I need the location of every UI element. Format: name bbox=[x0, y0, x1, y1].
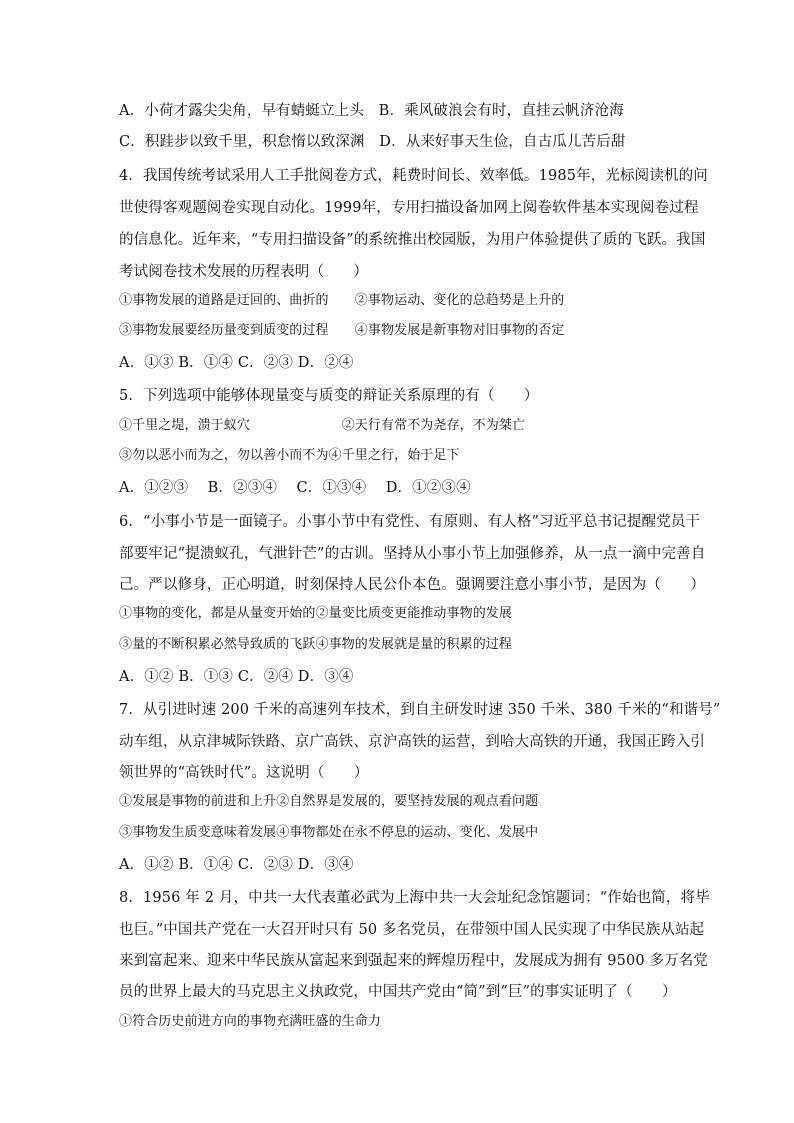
q5-statements-34: ③勿以恶小而为之，勿以善小而不为④千里之行，始于足下 bbox=[119, 448, 460, 463]
q3-options-ab: A．小荷才露尖尖角，早有蜻蜓立上头 B．乘风破浪会有时，直挂云帆济沧海 bbox=[119, 103, 624, 119]
q4-stem-line-4: 考试阅卷技术发展的历程表明（ ） bbox=[119, 264, 369, 280]
q7-stem-line-2: 动车组，从京津城际铁路、京广高铁、京沪高铁的运营，到哈大高铁的开通，我国正跨入引 bbox=[119, 734, 705, 750]
q5-stem: 5．下列选项中能够体现量变与质变的辩证关系原理的有（ ） bbox=[119, 388, 539, 404]
q4-statements-12: ①事物发展的道路是迂回的、曲折的 ②事物运动、变化的总趋势是上升的 bbox=[119, 293, 565, 308]
q7-stem-line-1: 7．从引进时速 200 千米的高速列车技术，到自主研发时速 350 千米、380 千米的“和谐号” bbox=[119, 702, 721, 718]
q8-stem-line-1: 8．1956 年 2 月，中共一大代表董必武为上海中共一大会址纪念馆题词：“作始也简，将毕 bbox=[119, 890, 710, 906]
q7-answers: A．①② B．①④ C．②③ D．③④ bbox=[119, 857, 354, 873]
q8-stem-line-2: 也巨。”中国共产党在一大召开时只有 50 多名党员，在带领中国人民实现了中华民族从站起 bbox=[119, 922, 705, 938]
q7-statements-12: ①发展是事物的前进和上升②自然界是发展的，要坚持发展的观点看问题 bbox=[119, 794, 539, 809]
q5-statements-12: ①千里之堤，溃于蚁穴 ②天行有常不为尧存，不为桀亡 bbox=[119, 418, 526, 433]
q8-stem-line-4: 员的世界上最大的马克思主义执政党，中国共产党由“简”到“巨”的事实证明了（ ） bbox=[119, 984, 677, 1000]
q5-answers: A．①②③ B．②③④ C．①③④ D．①②③④ bbox=[119, 480, 471, 496]
q4-statements-34: ③事物发展要经历量变到质变的过程 ④事物发展是新事物对旧事物的否定 bbox=[119, 323, 565, 338]
q6-statements-12: ①事物的变化，都是从量变开始的②量变比质变更能推动事物的发展 bbox=[119, 606, 513, 621]
q8-statement-1: ①符合历史前进方向的事物充满旺盛的生命力 bbox=[119, 1014, 382, 1029]
q6-stem-line-2: 部要牢记“提溃蚁孔，气泄针芒”的古训。坚持从小事小节上加强修养，从一点一滴中完善自 bbox=[119, 546, 706, 562]
q7-stem-line-3: 领世界的“高铁时代”。这说明（ ） bbox=[119, 765, 369, 781]
q6-stem-line-3: 己。严以修身，正心明道，时刻保持人民公仆本色。强调要注意小事小节，是因为（ ） bbox=[119, 577, 705, 593]
q3-options-cd: C．积跬步以致千里，积怠惰以致深渊 D．从来好事天生俭，自古瓜儿苦后甜 bbox=[119, 134, 626, 150]
q6-answers: A．①② B．①③ C．②④ D．③④ bbox=[119, 669, 354, 685]
q8-stem-line-3: 来到富起来、迎来中华民族从富起来到强起来的辉煌历程中，发展成为拥有 9500 多万名党 bbox=[119, 953, 709, 969]
q7-statements-34: ③事物发生质变意味着发展④事物都处在永不停息的运动、变化、发展中 bbox=[119, 825, 539, 840]
q4-stem-line-1: 4．我国传统考试采用人工手批阅卷方式，耗费时间长、效率低。1985年，光标阅读机的问 bbox=[119, 168, 708, 184]
q6-statements-34: ③量的不断积累必然导致质的飞跃④事物的发展就是量的积累的过程 bbox=[119, 637, 513, 652]
q4-answers: A．①③ B．①④ C．②③ D．②④ bbox=[119, 355, 354, 371]
q6-stem-line-1: 6．“小事小节是一面镜子。小事小节中有党性、有原则、有人格”习近平总书记提醒党员干 bbox=[119, 514, 701, 530]
q4-stem-line-2: 世使得客观题阅卷实现自动化。1999年，专用扫描设备加网上阅卷软件基本实现阅卷过程 bbox=[119, 200, 699, 216]
q4-stem-line-3: 的信息化。近年来，“专用扫描设备”的系统推出校园版，为用户体验提供了质的飞跃。我国 bbox=[119, 232, 706, 248]
